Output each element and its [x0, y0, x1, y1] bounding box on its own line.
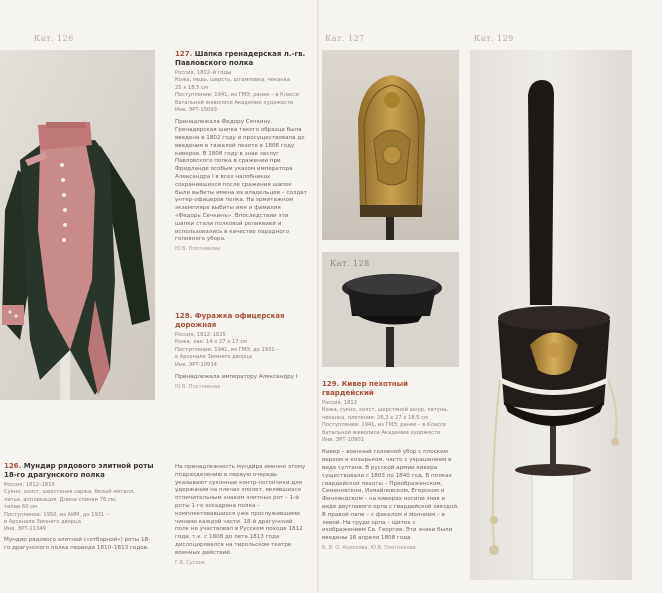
meta-line: батальной живописи Академии художеств	[322, 429, 441, 436]
caption-129-meta	[322, 400, 459, 444]
forage-cap-photo	[322, 252, 459, 367]
caption-127-number: 127.	[175, 50, 193, 58]
caption-129-title: 129. Кивер пехотный гвардейский	[322, 380, 408, 397]
meta-line: литье, аппликация. Длина спинки 76 см;	[4, 496, 117, 503]
catalog-label-129: Кат. 129	[474, 34, 514, 43]
caption-128	[175, 312, 307, 390]
meta-line: чеканка, плетение: 26,3 x 27 x 18,5 см	[322, 414, 428, 421]
meta-line: Инв. ЭРТ-10901	[322, 437, 364, 444]
uniform-photo	[0, 50, 155, 400]
caption-127-signature: Ю.В. Плотникова	[175, 246, 221, 253]
page-spine	[317, 0, 319, 593]
caption-126-body: Мундир рядового элитной («отборной») роты 18-го драгунского полка периода 1810–1813 годов.	[4, 536, 151, 551]
caption-127-title-text: Шапка гренадерская л.-гв. Павловского полка	[175, 50, 306, 67]
caption-127-title	[175, 50, 307, 68]
meta-line: Россия, 1812	[322, 400, 357, 406]
caption-127-meta	[175, 70, 307, 114]
caption-126	[4, 462, 154, 552]
meta-line: Инв. ЭРТ-11349	[4, 526, 46, 533]
meta-line: Инв. ЭРТ-15093	[175, 107, 217, 114]
meta-line: батальной живописи Академии художеств	[175, 99, 294, 106]
caption-128-title: 128. Фуражка офицерская дорожная	[175, 312, 285, 329]
meta-line: в Арсенале Зимнего дворца	[175, 354, 252, 361]
caption-126-number: 126.	[4, 462, 22, 470]
meta-line: Поступление: 1950, из АИМ, до 1931 –	[4, 511, 109, 518]
meta-line: Кожа, лак: 14 x 27 x 17 см	[175, 339, 247, 346]
meta-line: Кожа, медь, шерсть, штамповка, чеканка	[175, 77, 290, 84]
meta-line: Поступление: 1941, из ГМЭ; ранее – в Классе	[322, 422, 447, 429]
meta-line: в Арсенале Зимнего дворца	[4, 519, 81, 526]
caption-126-continued-body: На принадлежность мундира именно этому подразделению в первую очередь указывают суконные контр-погончики для удержания на плечах эполет, являвшихся отличительным знаком элитных рот – 1-й роты 1-го эскадрона полка – комплектовавшихся уже прослужившими чинами каждой части. 18-й драгунский полк не участвовал в Русском походе 1812 года, т.к. с 1808 до лета 1813 года дислоцировался на тирольском театре военных действий.	[175, 464, 306, 556]
caption-127	[175, 50, 307, 252]
meta-line: Россия, 1802–й годы	[175, 70, 232, 76]
catalog-label-126: Кат. 126	[34, 34, 74, 43]
caption-128-signature: Ю.В. Плотникова	[175, 383, 221, 390]
meta-line: Поступление: 1941, из ГМЭ; ранее – в Классе	[175, 92, 300, 99]
catalog-label-127: Кат. 127	[325, 34, 365, 43]
meta-line: Инв. ЭРТ-10934	[175, 361, 217, 368]
caption-127-body: Принадлежала Федору Сечкину. Гренадерская шапка такого образца была введена в 1802 году и просуществовала до введения в тяжелой пехоте в 1808 году киверов. В 1808 году в знак заслуг Павловского полка в сражении при Фридланде особым указом императора Александра I в всех налобниках сохранившихся после сражения шапок были выбиты имена их владельцев – солдат унтер-офицеров полка. На эрмитажном экземпляре выбиты имя и фамилия «Федорь Сечкинъ». Впоследствии эти шапки стали полковой реликвией и использовались в качестве парадного головного убора.	[175, 119, 307, 243]
meta-line: Россия, 1812–1825	[175, 332, 226, 338]
caption-128-meta	[175, 332, 307, 369]
meta-line: талии 60 см	[4, 504, 37, 511]
caption-129	[322, 380, 459, 551]
meta-line: Россия, 1812–1815	[4, 482, 55, 488]
caption-129-body: Кивер – военный головной убор с плоским верхом и козырьком, часто с украшением в виде султана. В русской армии кивера существовали с 1803 по 1840 год. В полках гвардейской пехоты – Преображенском, Семеновском, Измайловском, Егерском и Финляндском – на киверах носили знак в виде двуглавого орла с гвардейской звездой. В правой лапе – с факелом и молнием – в левой. На груди орла – щиток с изображением Св. Георгия. Эти знаки были введены 16 апреля 1808 года	[322, 449, 459, 542]
meta-line: Кожа, сукно, холст, шерстяной шнур, латунь,	[322, 407, 448, 414]
caption-129-signature: Б. В. О. Ахиллова, Ю.В. Плотникова	[322, 545, 416, 551]
meta-line: Поступление: 1941, из ГМЭ, до 1931 –	[175, 346, 279, 353]
meta-line: Сукно, холст, шерстяная саржа, белый металл,	[4, 489, 135, 496]
grenadier-cap-photo	[322, 50, 459, 240]
caption-126-title-text: Мундир рядового элитной роты 18-го драгунского полка	[4, 462, 154, 479]
caption-126-continued	[175, 464, 307, 566]
caption-128-body: Принадлежала императору Александру I	[175, 374, 298, 381]
caption-126-continued-signature: Г.В. Суслов	[175, 559, 205, 566]
caption-126-title	[4, 462, 154, 480]
caption-126-meta	[4, 482, 154, 534]
catalog-label-128: Кат. 128	[330, 259, 370, 268]
shako-photo	[470, 50, 632, 580]
meta-line: 25 x 18,5 см	[175, 84, 208, 91]
